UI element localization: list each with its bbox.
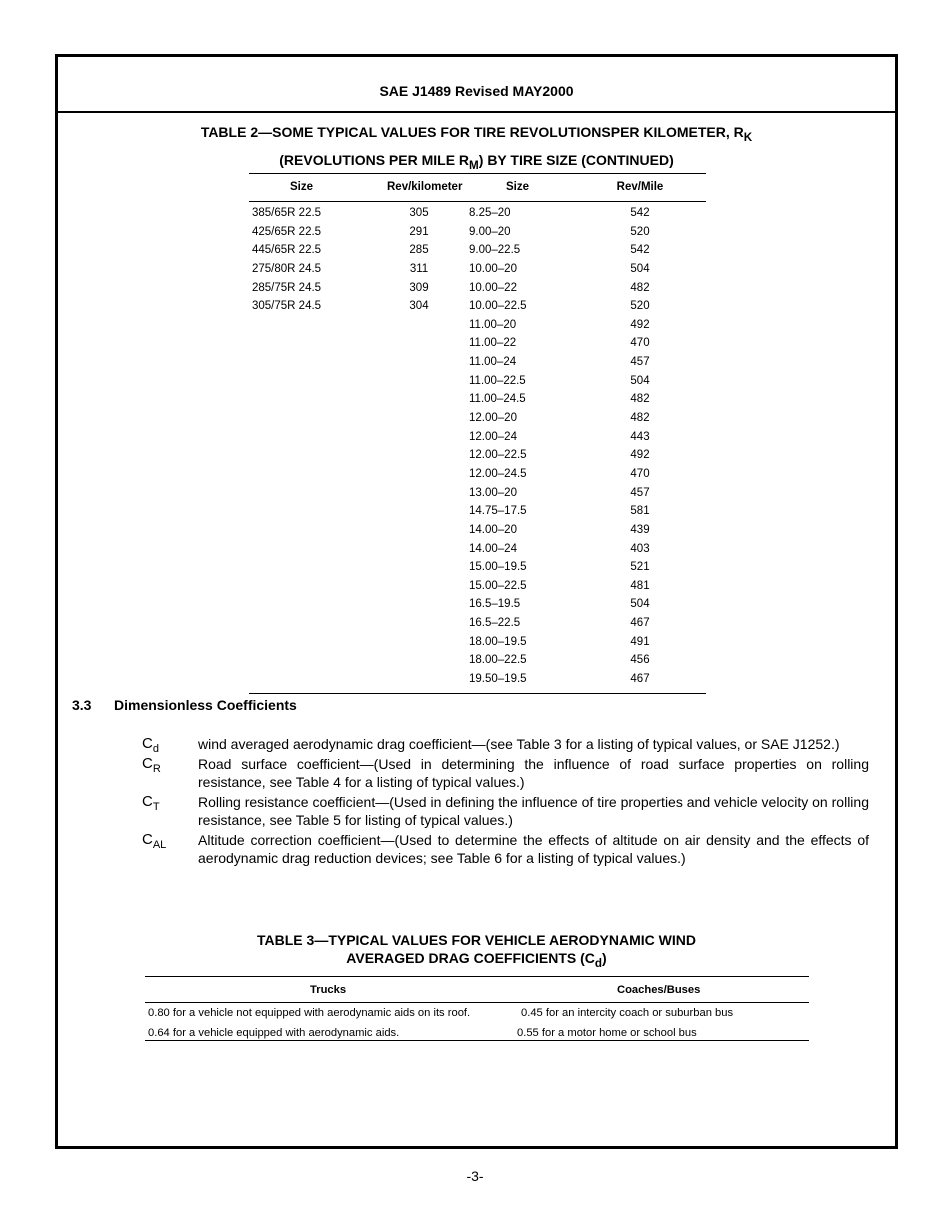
table2-title-line2b: ) BY TIRE SIZE (CONTINUED) [478,151,674,168]
table3-title-line2a: AVERAGED DRAG COEFFICIENTS (C [346,950,595,966]
table2-cell: 10.00–20 [469,262,517,275]
table2-cell: 304 [409,300,429,313]
table3-title-line1: TABLE 3—TYPICAL VALUES FOR VEHICLE AERODYNAMIC WIND [257,932,696,948]
table2-cell: 521 [630,561,650,574]
table2-cell: 504 [630,262,650,275]
table2-cell: 18.00–19.5 [469,635,527,648]
table2-cell: 18.00–22.5 [469,654,527,667]
table3 [145,976,809,1041]
table3-col-buses: Coaches/Buses [617,984,701,996]
definition-symbol: $C_T$ [142,793,160,813]
table-row [249,503,706,522]
table-row [249,522,706,541]
definition-text: Altitude correction coefficient—(Used to determine the effects of altitude on air density and the effects of aerodynamic drag reduction devices; see Table 6 for a listing of typical values.) [198,832,869,866]
table3-cell: 0.80 for a vehicle not equipped with aerodynamic aids on its roof. [148,1007,471,1019]
table2-cell: 9.00–20 [469,225,511,238]
table2-title-line1: TABLE 2—SOME TYPICAL VALUES FOR TIRE REVOLUTIONSPER KILOMETER, R [200,124,744,140]
table-row [249,205,706,224]
table2 [249,173,706,694]
table-row [249,652,706,671]
table2-cell: 439 [630,523,650,536]
table2-cell: 9.00–22.5 [469,244,521,257]
table-row [249,466,706,485]
table-row [249,391,706,410]
table2-cell: 457 [630,486,650,499]
table2-cell: 305 [409,207,429,219]
table2-cell: 16.5–22.5 [469,617,521,630]
table-row [249,224,706,243]
table3-col-trucks: Trucks [310,984,347,996]
table2-cell: 10.00–22.5 [469,300,527,313]
table2-cell: 467 [630,673,650,686]
table2-col-size: Size [290,181,314,193]
table2-cell: 504 [630,374,650,387]
document-header: SAE J1489 Revised MAY2000 [58,57,895,113]
table2-cell: 425/65R 22.5 [252,225,322,238]
definition-symbol: $C_R$ [142,755,161,775]
table2-cell: 19.50–19.5 [469,673,527,686]
table2-cell: 291 [409,225,429,238]
table2-cell: 470 [630,467,650,480]
table2-cell: 285 [409,244,429,257]
table2-cell: 542 [630,244,650,257]
table-row [249,615,706,634]
table2-title-line2a: (REVOLUTIONS PER MILE R [279,151,470,168]
definition-item [142,793,869,829]
table2-cell: 581 [630,505,650,518]
table2-cell: 492 [630,318,650,331]
definition-text: Road surface coefficient—(Used in determining the influence of road surface properties on rolling resistance, see Table 4 for a listing of typical values.) [198,756,869,790]
table-row [249,578,706,597]
table2-cell: 12.00–24 [469,430,517,443]
table-row [249,447,706,466]
table-row [249,596,706,615]
table2-cell: 285/75R 24.5 [252,281,322,294]
table2-title [58,121,895,177]
table2-cell: 457 [630,356,650,369]
table2-cell: 470 [630,337,650,350]
definition-text: Rolling resistance coefficient—(Used in defining the influence of tire properties and vehicle velocity on rolling resistance, see Table 5 for listing of typical values.) [198,794,869,828]
table2-cell: 520 [630,225,650,238]
table2-cell: 12.00–24.5 [469,467,527,480]
table3-title-line2-sub: d [594,956,603,970]
table-row [249,354,706,373]
table-row [249,298,706,317]
definition-item [142,755,869,791]
page-number: -3- [466,1168,484,1184]
table-row [249,634,706,653]
table2-cell: 15.00–22.5 [469,579,527,592]
table2-cell: 305/75R 24.5 [252,300,322,313]
table-row [249,261,706,280]
table3-cell: 0.45 for an intercity coach or suburban bus [521,1007,734,1019]
table2-cell: 482 [630,393,650,406]
table-row [249,242,706,261]
table2-cell: 275/80R 24.5 [252,262,322,275]
table2-cell: 11.00–24 [469,356,517,369]
table2-col-revmile: Rev/Mile [616,181,664,193]
table2-title-line2-sub: M [469,158,479,172]
table2-cell: 504 [630,598,650,611]
table-row [249,373,706,392]
table2-cell: 8.25–20 [469,207,511,219]
table-row [249,429,706,448]
definition-text: wind averaged aerodynamic drag coefficient—(see Table 3 for a listing of typical values, or SAE J1252.) [198,736,840,752]
table2-cell: 15.00–19.5 [469,561,527,574]
table3-header-row [145,977,809,1002]
table-row [249,410,706,429]
table2-body [249,202,706,690]
table2-cell: 445/65R 22.5 [252,244,322,257]
definition-item [142,831,869,867]
table3-cell: 0.64 for a vehicle equipped with aerodynamic aids. [148,1027,400,1039]
table-row [249,671,706,690]
table2-cell: 11.00–22 [469,337,517,350]
table-row [249,335,706,354]
table-row [249,280,706,299]
table2-cell: 11.00–20 [469,318,517,331]
table2-cell: 10.00–22 [469,281,517,294]
section-number: 3.3 [72,697,92,713]
definition-symbol: $C_d$ [142,735,159,755]
table2-cell: 12.00–20 [469,412,517,425]
table2-cell: 482 [630,412,650,425]
table2-cell: 14.75–17.5 [469,505,527,518]
table2-cell: 482 [630,281,650,294]
table2-cell: 311 [409,262,429,275]
table2-cell: 403 [630,542,650,555]
table2-cell: 481 [630,579,650,592]
definition-item [142,735,869,753]
table2-cell: 11.00–22.5 [469,374,526,387]
table-row [249,485,706,504]
page-frame [55,54,898,1149]
table3-cell: 0.55 for a motor home or school bus [517,1027,697,1039]
table3-title [58,931,895,973]
table-row [145,1023,809,1043]
table-row [145,1003,809,1023]
table2-cell: 309 [409,281,429,294]
table2-cell: 16.5–19.5 [469,598,521,611]
table2-title-line1-sub: K [743,130,753,144]
table2-cell: 542 [630,207,650,219]
section-title: Dimensionless Coefficients [114,697,297,713]
table2-cell: 12.00–22.5 [469,449,527,462]
table2-cell: 11.00–24.5 [469,393,526,406]
table2-cell: 456 [630,654,650,667]
table3-title-line2b: ) [602,950,607,966]
table2-cell: 492 [630,449,650,462]
table2-cell: 14.00–20 [469,523,517,536]
table2-col-revkm: Rev/kilometer [387,181,463,193]
table2-cell: 491 [630,635,650,648]
table2-cell: 520 [630,300,650,313]
definition-symbol: $C_{AL}$ [142,831,167,851]
table-row [249,559,706,578]
table2-cell: 385/65R 22.5 [252,207,322,219]
table2-cell: 443 [630,430,650,443]
table2-cell: 14.00–24 [469,542,517,555]
table2-col-size2: Size [506,181,530,193]
definitions-list [142,735,869,869]
table-row [249,541,706,560]
table2-header-row [249,174,706,202]
table-row [249,317,706,336]
table2-cell: 13.00–20 [469,486,517,499]
table2-cell: 467 [630,617,650,630]
